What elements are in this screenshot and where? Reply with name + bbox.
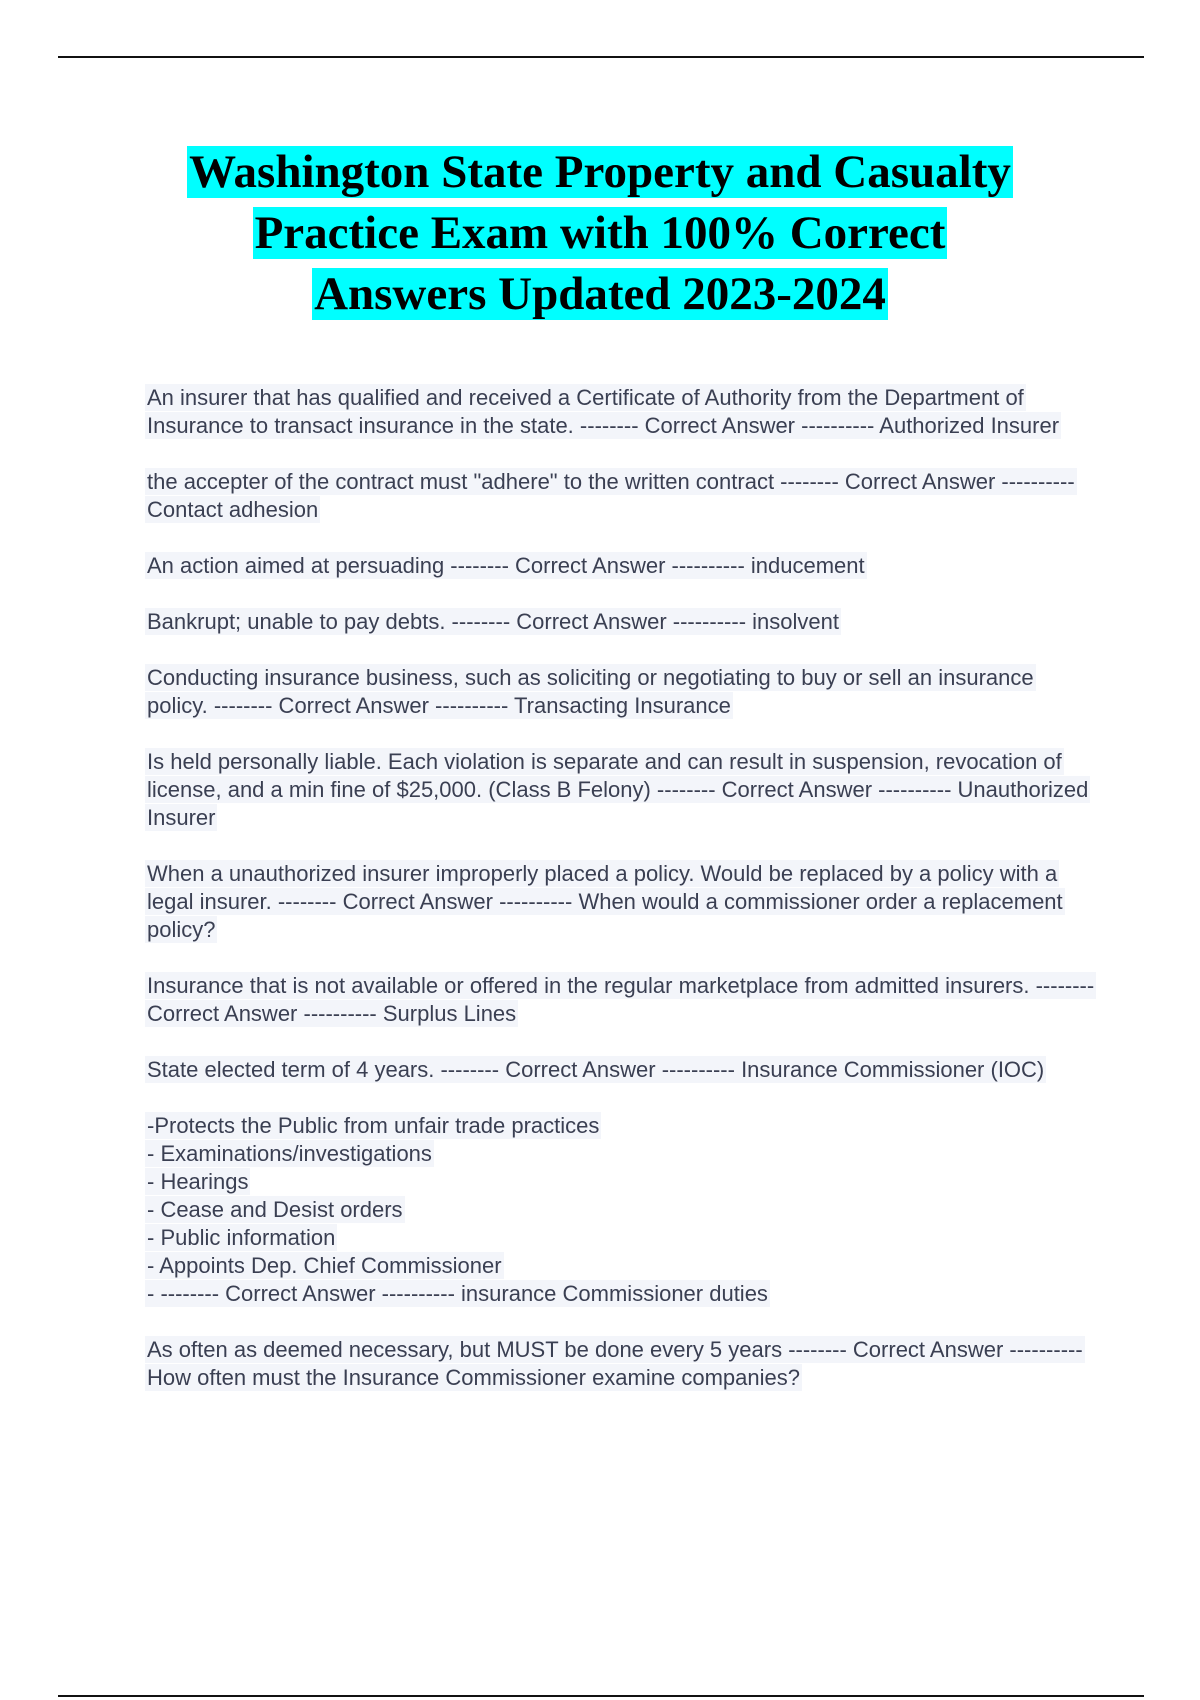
qa-item: An insurer that has qualified and received a Certificate of Authority from the Department of Insurance to transact insurance in the state. -------- Correct Answer ---------- Authorized Insurer bbox=[147, 385, 1060, 438]
list-item: - Hearings bbox=[147, 1169, 249, 1194]
qa-item: Bankrupt; unable to pay debts. -------- Correct Answer ---------- insolvent bbox=[147, 609, 839, 634]
list-item: - Examinations/investigations bbox=[147, 1141, 432, 1166]
qa-item: the accepter of the contract must "adhere" to the written contract -------- Correct Answer ---------- Contact adhesion bbox=[147, 469, 1075, 522]
list-item: - Public information bbox=[147, 1225, 336, 1250]
qa-item: Is held personally liable. Each violation is separate and can result in suspension, revocation of license, and a min fine of $25,000. (Class B Felony) -------- Correct Answer ---------- Unauthorized Insurer bbox=[147, 749, 1089, 830]
qa-item: Conducting insurance business, such as soliciting or negotiating to buy or sell an insurance policy. -------- Correct Answer ---------- Transacting Insurance bbox=[147, 665, 1034, 718]
list-item: - Appoints Dep. Chief Commissioner bbox=[147, 1253, 502, 1278]
qa-item: State elected term of 4 years. -------- Correct Answer ---------- Insurance Commissioner (IOC) bbox=[147, 1057, 1045, 1082]
qa-item: When a unauthorized insurer improperly placed a policy. Would be replaced by a policy with a legal insurer. -------- Correct Answer ---------- When would a commissioner order a replacement policy? bbox=[147, 861, 1063, 942]
document-title bbox=[100, 142, 1100, 325]
commissioner-duties-list bbox=[145, 1112, 1095, 1308]
title-line-3: Answers Updated 2023-2024 bbox=[314, 268, 886, 320]
list-item: - Cease and Desist orders bbox=[147, 1197, 403, 1222]
list-item: - -------- Correct Answer ---------- insurance Commissioner duties bbox=[147, 1281, 768, 1306]
title-line-1: Washington State Property and Casualty bbox=[189, 146, 1011, 198]
title-line-2: Practice Exam with 100% Correct bbox=[254, 207, 946, 259]
bottom-rule bbox=[58, 1695, 1144, 1697]
top-rule bbox=[58, 56, 1144, 58]
qa-content bbox=[145, 384, 1095, 1420]
qa-item: As often as deemed necessary, but MUST be done every 5 years -------- Correct Answer ---------- How often must the Insurance Commissioner examine companies? bbox=[147, 1337, 1083, 1390]
list-item: -Protects the Public from unfair trade practices bbox=[147, 1113, 600, 1138]
qa-item: An action aimed at persuading -------- Correct Answer ---------- inducement bbox=[147, 553, 865, 578]
qa-item: Insurance that is not available or offered in the regular marketplace from admitted insurers. -------- Correct Answer ---------- Surplus Lines bbox=[147, 973, 1095, 1026]
